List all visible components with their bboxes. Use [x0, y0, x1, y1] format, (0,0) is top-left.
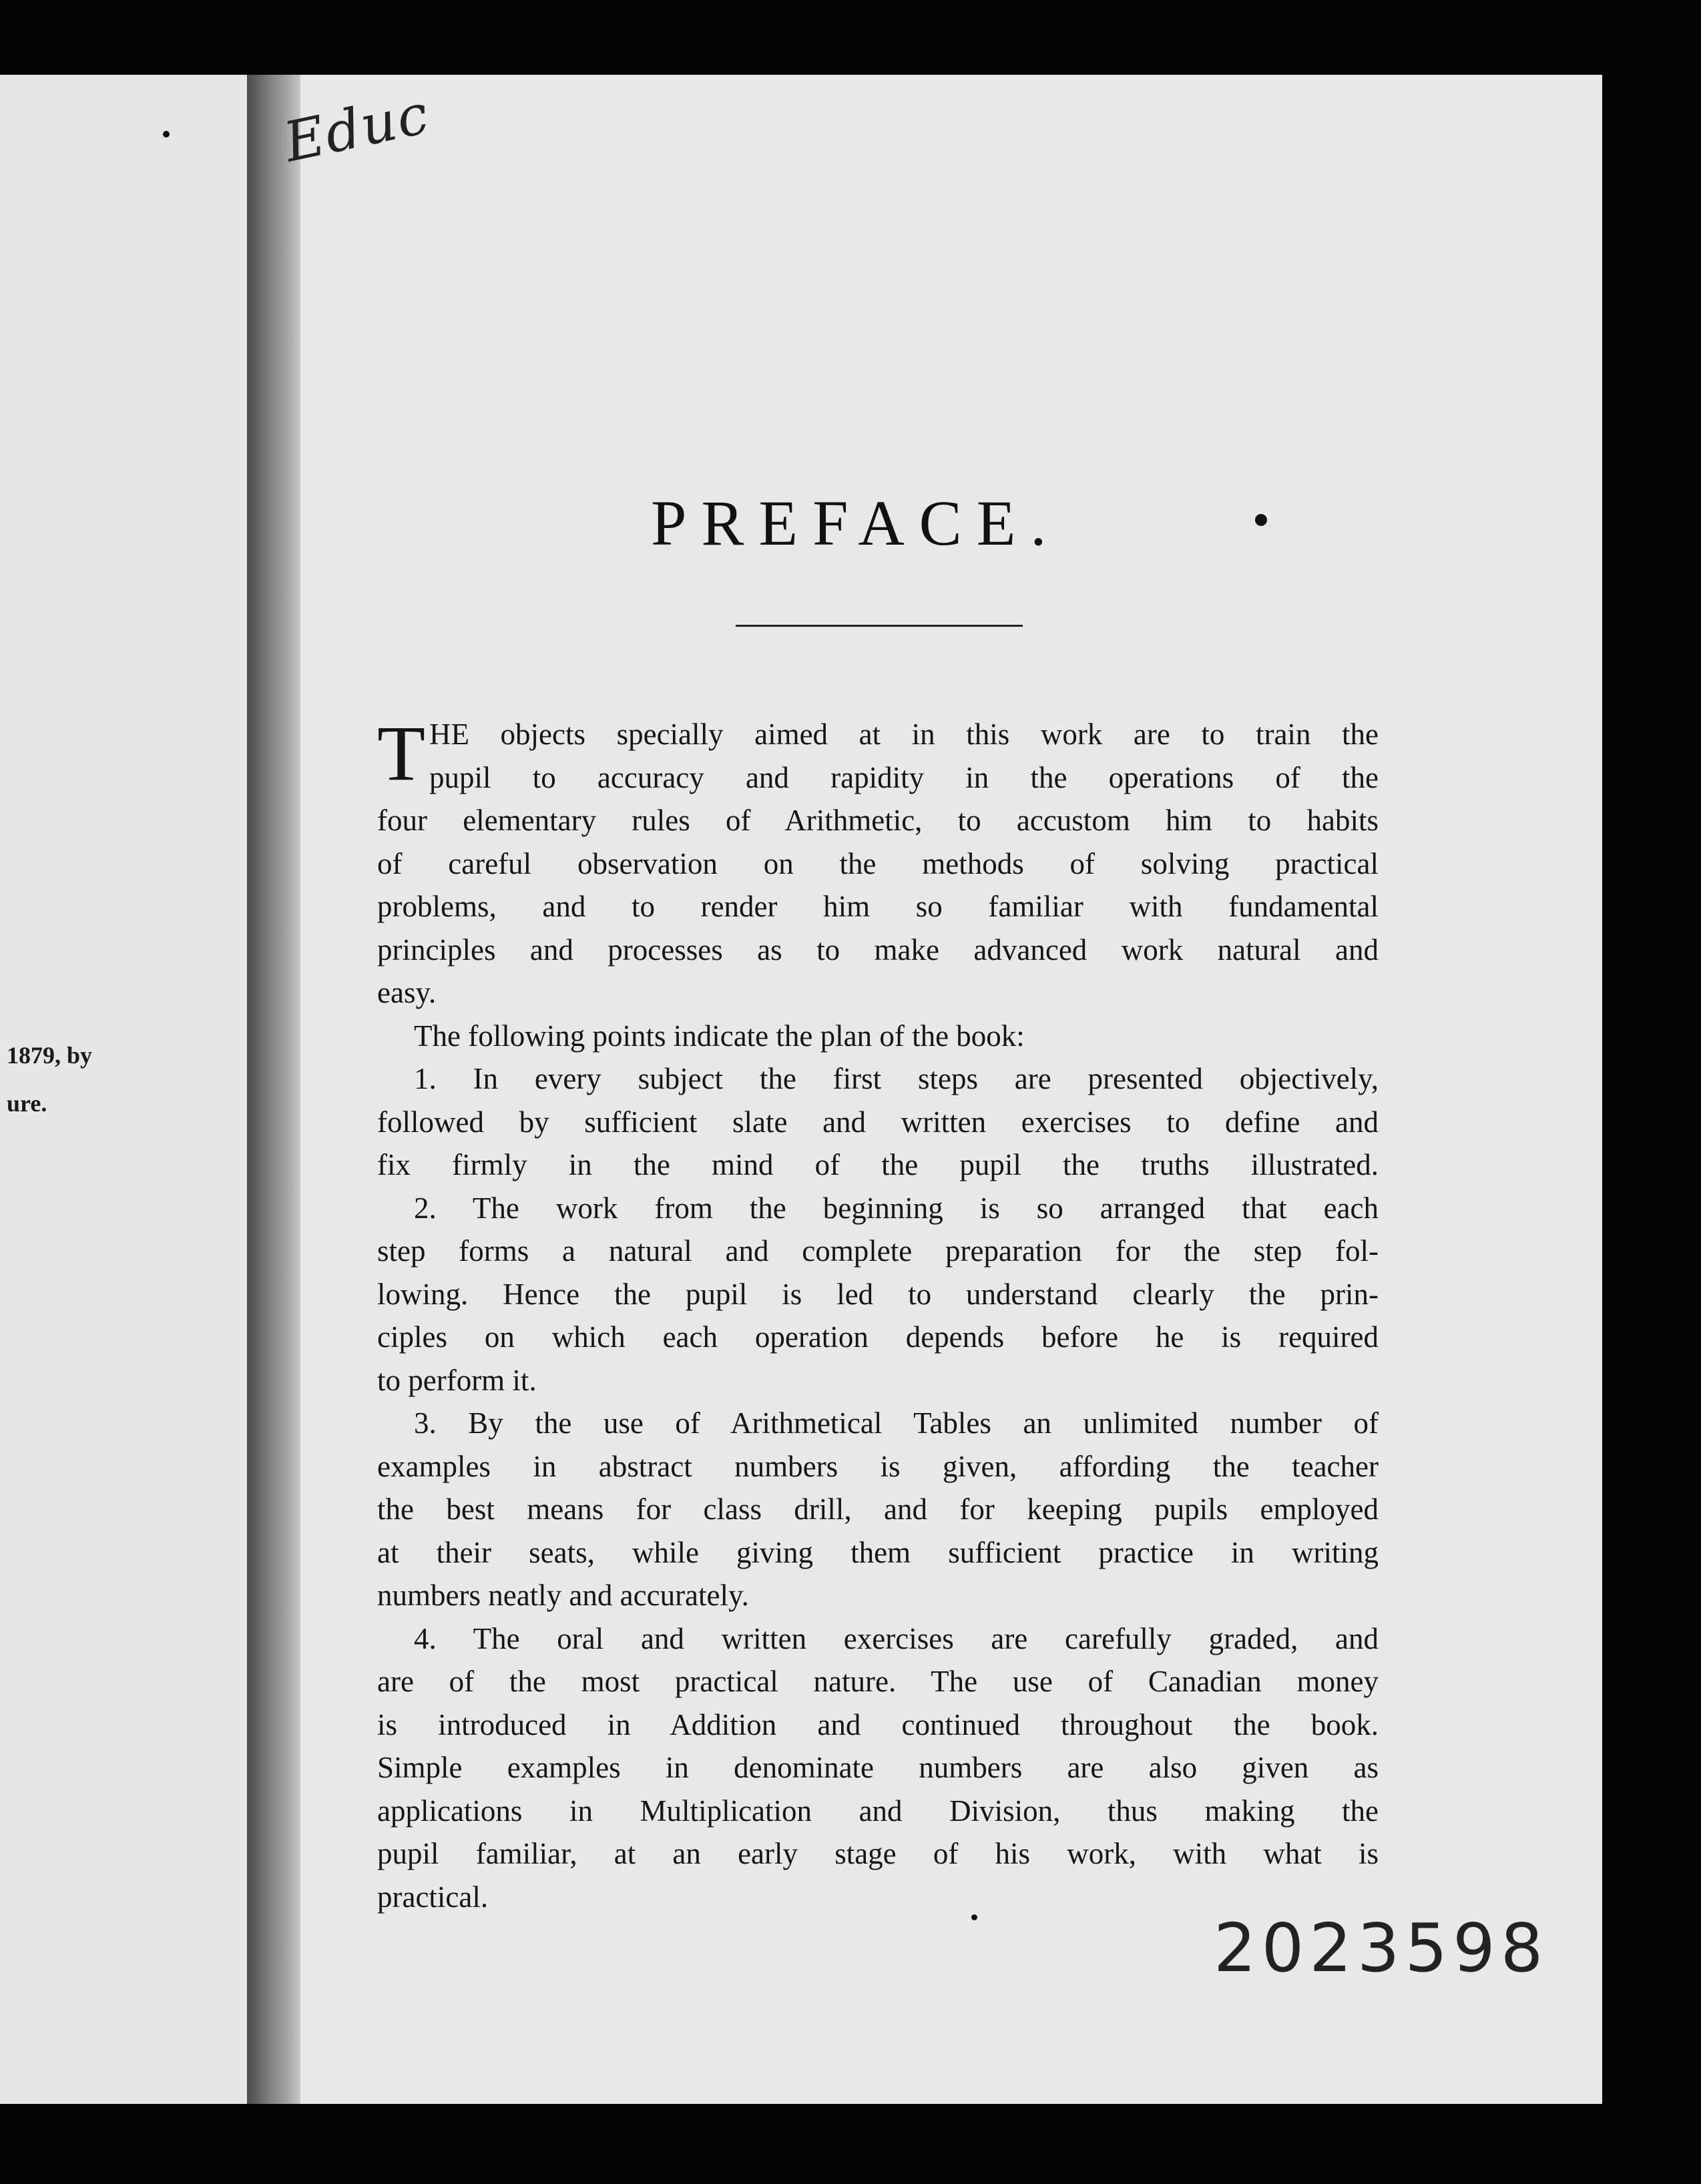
- text-line: The following points indicate the plan of the book:: [414, 1019, 1025, 1053]
- text-line: numbers neatly and accurately.: [377, 1579, 749, 1612]
- text-line: problems, and to render him so familiar with fundamental: [377, 890, 1379, 923]
- text-line: 4. The oral and written exercises are carefully graded, and: [414, 1621, 1379, 1655]
- text-line: Simple examples in denominate numbers are also given as: [377, 1751, 1379, 1784]
- text-line: ciples on which each operation depends before he is required: [377, 1320, 1379, 1354]
- text-line: 3. By the use of Arithmetical Tables an unlimited number of: [414, 1406, 1379, 1440]
- handwritten-note: Educ: [278, 82, 435, 175]
- text-line: pupil familiar, at an early stage of his work, with what is: [377, 1837, 1379, 1870]
- left-page-fragment: ure.: [7, 1090, 47, 1117]
- drop-cap: T: [377, 710, 426, 797]
- text-line: four elementary rules of Arithmetic, to accustom him to habits: [377, 804, 1379, 837]
- text-line: followed by sufficient slate and written exercises to define and: [377, 1105, 1379, 1139]
- text-line: at their seats, while giving them sufficient practice in writing: [377, 1535, 1379, 1569]
- text-line: applications in Multiplication and Division, thus making the: [377, 1794, 1379, 1828]
- book-gutter: [247, 75, 300, 2104]
- text-line: fix firmly in the mind of the pupil the truths illustrated.: [377, 1148, 1379, 1181]
- preface-body: [377, 710, 1379, 1918]
- text-line: the best means for class drill, and for keeping pupils employed: [377, 1492, 1379, 1526]
- text-line: of careful observation on the methods of solving practical: [377, 846, 1379, 880]
- page-title: PREFACE.: [651, 487, 1061, 559]
- ink-speck: [971, 1914, 977, 1920]
- left-page-fragment: 1879, by: [7, 1042, 93, 1069]
- text-line: 2. The work from the beginning is so arranged that each: [414, 1191, 1379, 1225]
- title-rule: [736, 625, 1023, 627]
- ink-speck: [1255, 514, 1267, 526]
- text-line: 1. In every subject the first steps are presented objectively,: [414, 1062, 1379, 1095]
- text-line: is introduced in Addition and continued throughout the book.: [377, 1707, 1379, 1741]
- text-line: examples in abstract numbers is given, affording the teacher: [377, 1449, 1379, 1483]
- text-line: lowing. Hence the pupil is led to understand clearly the prin-: [377, 1277, 1379, 1311]
- text-line: HE objects specially aimed at in this work are to train the: [429, 718, 1379, 751]
- text-line: to perform it.: [377, 1363, 537, 1397]
- text-line: easy.: [377, 976, 437, 1009]
- left-page: [0, 75, 247, 2104]
- ink-speck: [163, 131, 170, 138]
- text-line: are of the most practical nature. The use of Canadian money: [377, 1665, 1379, 1698]
- text-line: step forms a natural and complete preparation for the step fol-: [377, 1234, 1379, 1268]
- text-line: principles and processes as to make advanced work natural and: [377, 932, 1379, 967]
- text-line: practical.: [377, 1880, 489, 1914]
- catalog-number: 2023598: [1214, 1909, 1549, 1987]
- text-line: pupil to accuracy and rapidity in the operations of the: [429, 760, 1379, 794]
